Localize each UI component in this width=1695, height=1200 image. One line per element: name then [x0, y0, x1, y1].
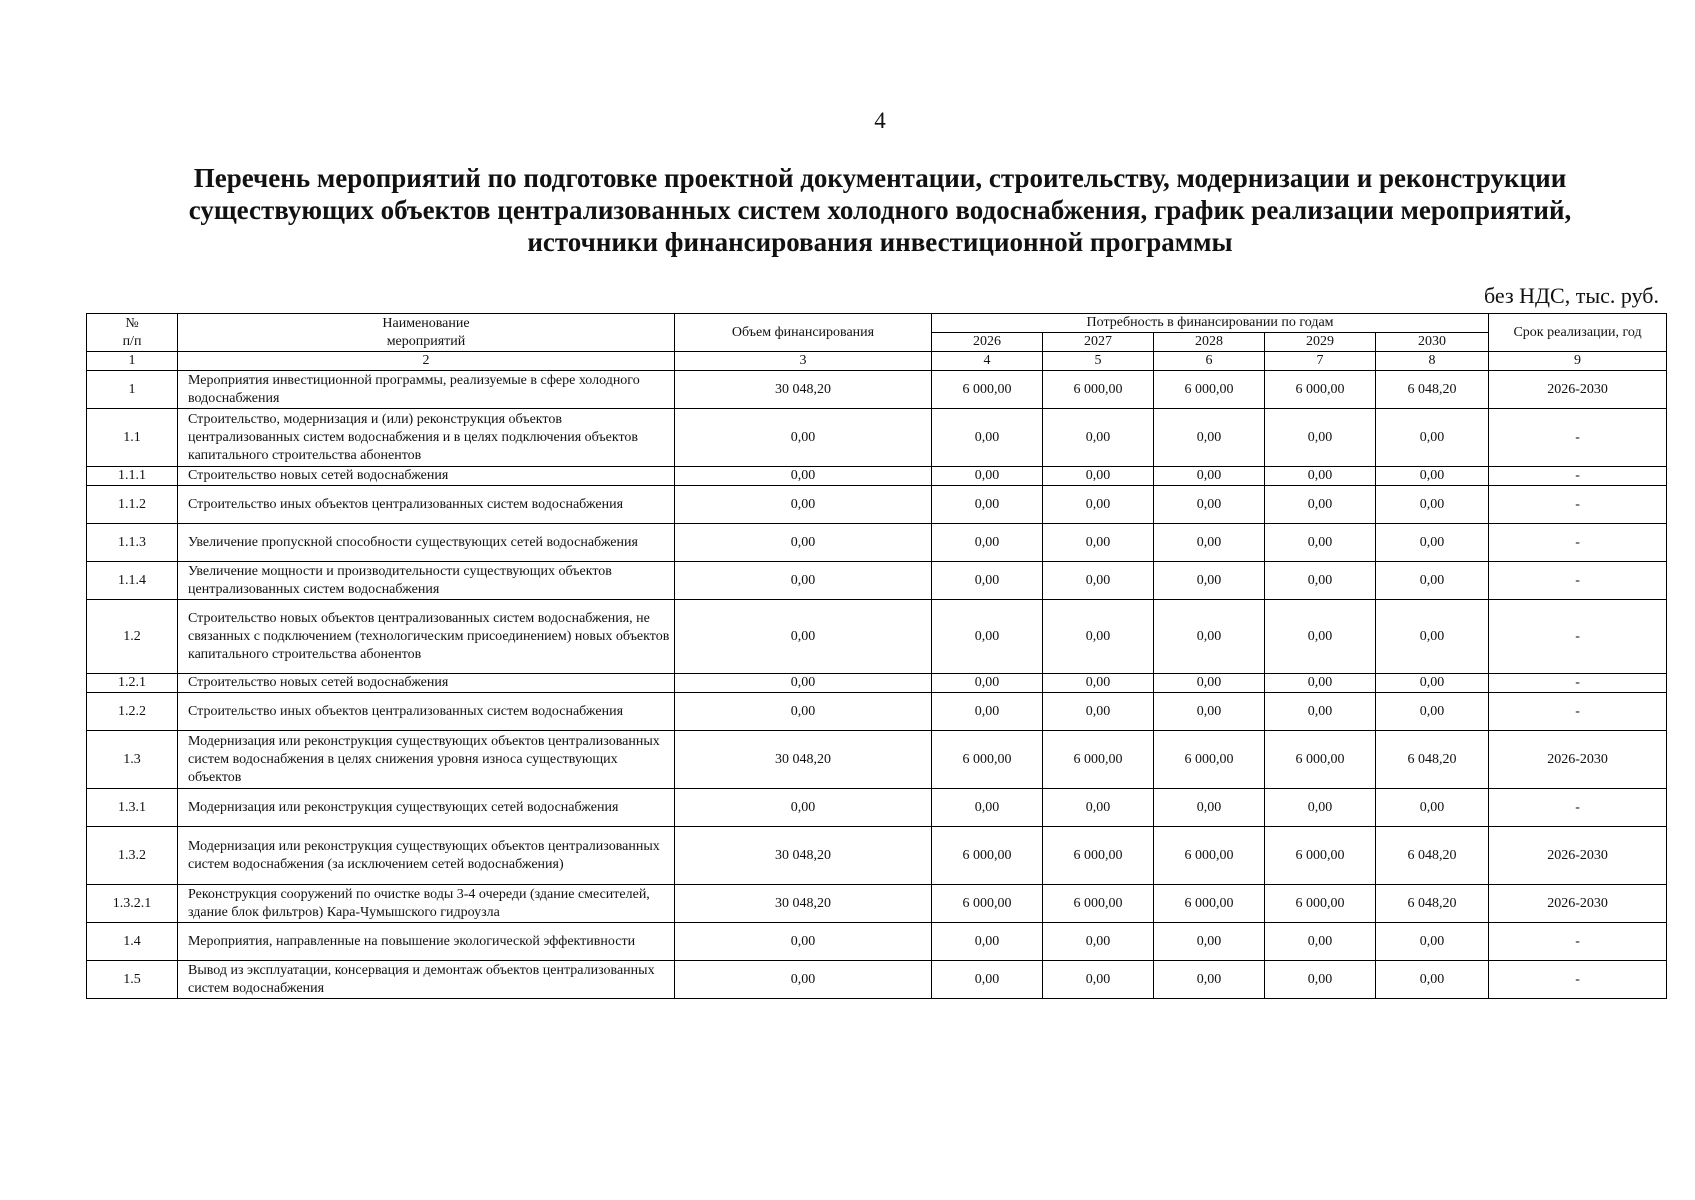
units-note: без НДС, тыс. руб.: [1484, 283, 1659, 308]
cell-volume: 30 048,20: [675, 371, 932, 409]
column-number: 9: [1489, 352, 1667, 371]
cell-2027: 0,00: [1043, 693, 1154, 731]
cell-num: 1.2.1: [87, 674, 178, 693]
cell-2026: 0,00: [932, 486, 1043, 524]
cell-2027: 0,00: [1043, 486, 1154, 524]
cell-2029: 0,00: [1265, 674, 1376, 693]
cell-2026: 0,00: [932, 524, 1043, 562]
cell-2028: 0,00: [1154, 600, 1265, 674]
cell-2028: 0,00: [1154, 562, 1265, 600]
table-row: [87, 371, 1667, 409]
header-volume: Объем финансирования: [675, 314, 932, 352]
cell-term: -: [1489, 923, 1667, 961]
cell-2029: 6 000,00: [1265, 827, 1376, 885]
cell-term: -: [1489, 562, 1667, 600]
cell-num: 1.1.4: [87, 562, 178, 600]
column-number: 3: [675, 352, 932, 371]
cell-num: 1.4: [87, 923, 178, 961]
cell-num: 1.1.1: [87, 467, 178, 486]
cell-term: -: [1489, 961, 1667, 999]
cell-term: -: [1489, 409, 1667, 467]
cell-2028: 6 000,00: [1154, 731, 1265, 789]
cell-volume: 0,00: [675, 693, 932, 731]
cell-2028: 0,00: [1154, 693, 1265, 731]
cell-num: 1.1.2: [87, 486, 178, 524]
header-num-line2: п/п: [122, 333, 142, 349]
cell-2030: 0,00: [1376, 674, 1489, 693]
cell-2028: 0,00: [1154, 486, 1265, 524]
cell-2029: 0,00: [1265, 562, 1376, 600]
cell-2027: 0,00: [1043, 467, 1154, 486]
cell-2030: 6 048,20: [1376, 731, 1489, 789]
cell-2029: 0,00: [1265, 600, 1376, 674]
cell-term: -: [1489, 693, 1667, 731]
cell-2026: 0,00: [932, 961, 1043, 999]
cell-name: Модернизация или реконструкция существующих объектов централизованных систем водоснабжения (за исключением сетей водоснабжения): [178, 827, 675, 885]
cell-2028: 0,00: [1154, 674, 1265, 693]
cell-volume: 0,00: [675, 923, 932, 961]
cell-2030: 0,00: [1376, 961, 1489, 999]
cell-volume: 30 048,20: [675, 731, 932, 789]
cell-2027: 0,00: [1043, 789, 1154, 827]
header-year: 2030: [1376, 333, 1489, 352]
table-row: [87, 961, 1667, 999]
table-row: [87, 789, 1667, 827]
cell-name: Строительство, модернизация и (или) реконструкция объектов централизованных систем водоснабжения и в целях подключения объектов капитального строительства абонентов: [178, 409, 675, 467]
table-row: [87, 674, 1667, 693]
cell-num: 1.3: [87, 731, 178, 789]
cell-2030: 6 048,20: [1376, 885, 1489, 923]
column-number: 1: [87, 352, 178, 371]
cell-name: Строительство новых сетей водоснабжения: [178, 467, 675, 486]
header-year: 2028: [1154, 333, 1265, 352]
cell-2026: 0,00: [932, 693, 1043, 731]
column-number: 2: [178, 352, 675, 371]
cell-term: 2026-2030: [1489, 827, 1667, 885]
cell-volume: 0,00: [675, 467, 932, 486]
cell-2030: 6 048,20: [1376, 371, 1489, 409]
cell-volume: 30 048,20: [675, 827, 932, 885]
column-number: 6: [1154, 352, 1265, 371]
cell-num: 1.3.2.1: [87, 885, 178, 923]
cell-name: Строительство новых объектов централизованных систем водоснабжения, не связанных с подключением (технологическим присоединением) новых объектов капитального строительства абонентов: [178, 600, 675, 674]
header-needs: Потребность в финансировании по годам: [932, 314, 1489, 333]
table-row: [87, 885, 1667, 923]
header-term: Срок реализации, год: [1489, 314, 1667, 352]
cell-num: 1.2: [87, 600, 178, 674]
header-year: 2026: [932, 333, 1043, 352]
table-row: [87, 827, 1667, 885]
table-row: [87, 467, 1667, 486]
cell-volume: 0,00: [675, 409, 932, 467]
cell-term: 2026-2030: [1489, 885, 1667, 923]
cell-2027: 0,00: [1043, 524, 1154, 562]
cell-2028: 0,00: [1154, 409, 1265, 467]
cell-2027: 6 000,00: [1043, 827, 1154, 885]
cell-2030: 0,00: [1376, 562, 1489, 600]
cell-term: 2026-2030: [1489, 731, 1667, 789]
cell-2030: 0,00: [1376, 409, 1489, 467]
table-row: [87, 409, 1667, 467]
column-number-row: [87, 352, 1667, 371]
cell-name: Строительство новых сетей водоснабжения: [178, 674, 675, 693]
investment-table: [86, 313, 1667, 999]
header-row-1: [87, 314, 1667, 333]
cell-term: -: [1489, 486, 1667, 524]
header-num: [87, 314, 178, 352]
cell-num: 1.3.2: [87, 827, 178, 885]
cell-volume: 0,00: [675, 674, 932, 693]
cell-2027: 0,00: [1043, 600, 1154, 674]
table-row: [87, 923, 1667, 961]
cell-2029: 0,00: [1265, 923, 1376, 961]
cell-2027: 0,00: [1043, 409, 1154, 467]
cell-2028: 6 000,00: [1154, 827, 1265, 885]
cell-num: 1.1: [87, 409, 178, 467]
table-row: [87, 486, 1667, 524]
cell-term: -: [1489, 789, 1667, 827]
cell-name: Вывод из эксплуатации, консервация и демонтаж объектов централизованных систем водоснабжения: [178, 961, 675, 999]
cell-2026: 6 000,00: [932, 885, 1043, 923]
column-number: 8: [1376, 352, 1489, 371]
cell-volume: 0,00: [675, 562, 932, 600]
cell-2027: 0,00: [1043, 961, 1154, 999]
cell-2029: 0,00: [1265, 467, 1376, 486]
cell-2026: 0,00: [932, 562, 1043, 600]
cell-2027: 6 000,00: [1043, 885, 1154, 923]
cell-volume: 0,00: [675, 961, 932, 999]
cell-2026: 0,00: [932, 600, 1043, 674]
cell-2027: 0,00: [1043, 674, 1154, 693]
cell-name: Строительство иных объектов централизованных систем водоснабжения: [178, 693, 675, 731]
cell-2030: 0,00: [1376, 923, 1489, 961]
header-num-line1: №: [125, 315, 139, 331]
cell-2029: 0,00: [1265, 524, 1376, 562]
header-name-line2: мероприятий: [386, 333, 466, 349]
cell-2029: 0,00: [1265, 409, 1376, 467]
cell-name: Мероприятия, направленные на повышение экологической эффективности: [178, 923, 675, 961]
cell-num: 1.1.3: [87, 524, 178, 562]
title-line-2: существующих объектов централизованных систем холодного водоснабжения, график реализации мероприятий,: [188, 195, 1572, 225]
cell-2027: 0,00: [1043, 562, 1154, 600]
cell-volume: 0,00: [675, 789, 932, 827]
cell-2026: 0,00: [932, 789, 1043, 827]
cell-name: Увеличение пропускной способности существующих сетей водоснабжения: [178, 524, 675, 562]
title-line-1: Перечень мероприятий по подготовке проектной документации, строительству, модернизации и реконструкции: [193, 163, 1567, 193]
cell-2026: 0,00: [932, 674, 1043, 693]
cell-2028: 0,00: [1154, 789, 1265, 827]
cell-2029: 6 000,00: [1265, 885, 1376, 923]
cell-2028: 0,00: [1154, 961, 1265, 999]
cell-2026: 0,00: [932, 409, 1043, 467]
cell-name: Реконструкция сооружений по очистке воды 3-4 очереди (здание смесителей, здание блок фильтров) Кара-Чумышского гидроузла: [178, 885, 675, 923]
header-name-line1: Наименование: [382, 315, 470, 331]
cell-num: 1.3.1: [87, 789, 178, 827]
table-row: [87, 562, 1667, 600]
cell-2028: 0,00: [1154, 467, 1265, 486]
cell-2027: 6 000,00: [1043, 731, 1154, 789]
cell-2028: 0,00: [1154, 524, 1265, 562]
cell-term: -: [1489, 467, 1667, 486]
cell-name: Модернизация или реконструкция существующих сетей водоснабжения: [178, 789, 675, 827]
cell-2027: 0,00: [1043, 923, 1154, 961]
table-row: [87, 600, 1667, 674]
cell-2026: 6 000,00: [932, 827, 1043, 885]
cell-2026: 0,00: [932, 923, 1043, 961]
cell-num: 1: [87, 371, 178, 409]
cell-num: 1.2.2: [87, 693, 178, 731]
cell-2030: 0,00: [1376, 600, 1489, 674]
cell-2026: 6 000,00: [932, 731, 1043, 789]
cell-term: 2026-2030: [1489, 371, 1667, 409]
column-number: 7: [1265, 352, 1376, 371]
cell-term: -: [1489, 600, 1667, 674]
cell-2026: 6 000,00: [932, 371, 1043, 409]
document-title: [120, 162, 1640, 258]
cell-2029: 0,00: [1265, 693, 1376, 731]
title-line-3: источники финансирования инвестиционной программы: [527, 227, 1233, 257]
page-number: 4: [874, 108, 886, 133]
cell-name: Увеличение мощности и производительности существующих объектов централизованных систем водоснабжения: [178, 562, 675, 600]
column-number: 5: [1043, 352, 1154, 371]
column-number: 4: [932, 352, 1043, 371]
cell-2030: 6 048,20: [1376, 827, 1489, 885]
cell-2030: 0,00: [1376, 524, 1489, 562]
table-body: [87, 371, 1667, 999]
cell-2028: 6 000,00: [1154, 371, 1265, 409]
cell-2030: 0,00: [1376, 789, 1489, 827]
cell-2029: 6 000,00: [1265, 731, 1376, 789]
cell-volume: 0,00: [675, 600, 932, 674]
cell-name: Строительство иных объектов централизованных систем водоснабжения: [178, 486, 675, 524]
cell-volume: 0,00: [675, 486, 932, 524]
header-year: 2029: [1265, 333, 1376, 352]
cell-2030: 0,00: [1376, 486, 1489, 524]
cell-term: -: [1489, 674, 1667, 693]
cell-term: -: [1489, 524, 1667, 562]
cell-2026: 0,00: [932, 467, 1043, 486]
cell-2029: 0,00: [1265, 961, 1376, 999]
cell-name: Модернизация или реконструкция существующих объектов централизованных систем водоснабжения в целях снижения уровня износа существующих объектов: [178, 731, 675, 789]
cell-2029: 6 000,00: [1265, 371, 1376, 409]
table-row: [87, 693, 1667, 731]
cell-num: 1.5: [87, 961, 178, 999]
cell-2029: 0,00: [1265, 789, 1376, 827]
cell-2028: 6 000,00: [1154, 885, 1265, 923]
cell-2029: 0,00: [1265, 486, 1376, 524]
table-row: [87, 524, 1667, 562]
cell-2027: 6 000,00: [1043, 371, 1154, 409]
header-name: [178, 314, 675, 352]
table-row: [87, 731, 1667, 789]
cell-2030: 0,00: [1376, 467, 1489, 486]
cell-volume: 30 048,20: [675, 885, 932, 923]
header-year: 2027: [1043, 333, 1154, 352]
cell-name: Мероприятия инвестиционной программы, реализуемые в сфере холодного водоснабжения: [178, 371, 675, 409]
cell-2028: 0,00: [1154, 923, 1265, 961]
cell-2030: 0,00: [1376, 693, 1489, 731]
cell-volume: 0,00: [675, 524, 932, 562]
